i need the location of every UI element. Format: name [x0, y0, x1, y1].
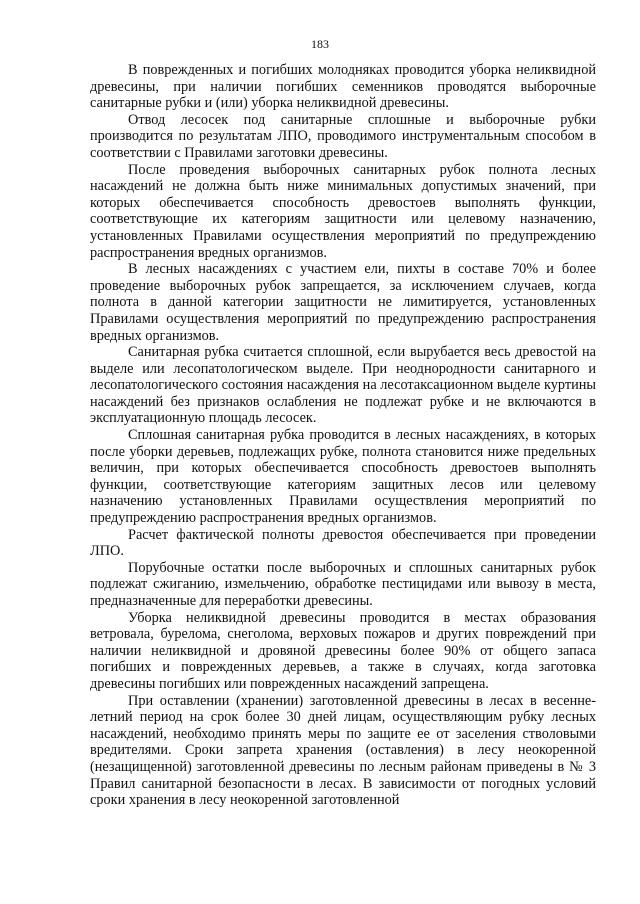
- paragraph: При оставлении (хранении) заготовленной древесины в лесах в весенне-летний период на срок более 30 дней лицам, осуществляющим рубку лесных насаждений, необходимо принять меры по защите ее от заселения стволовыми вредителями. Сроки запрета хранения (оставления) в лесу неокоренной (незащищенной) заготовленной древесины по лесным районам приведены в № 3 Правил санитарной безопасности в лесах. В зависимости от погодных условий сроки хранения в лесу неокоренной заготовленной: [90, 692, 596, 809]
- paragraph: Уборка неликвидной древесины проводится в местах образования ветровала, бурелома, снеголома, верховых пожаров и других повреждений при наличии неликвидной и дровяной древесины более 90% от общего запаса погибших и поврежденных деревьев, а также в случаях, когда заготовка древесины погибших или поврежденных насаждений запрещена.: [90, 609, 596, 692]
- paragraph: В лесных насаждениях с участием ели, пихты в составе 70% и более проведение выборочных рубок запрещается, за исключением случаев, когда полнота в данной категории защитности не лимитируется, установленных Правилами осуществления мероприятий по предупреждению распространения вредных организмов.: [90, 261, 596, 344]
- paragraph: Отвод лесосек под санитарные сплошные и выборочные рубки производится по результатам ЛПО, проводимого инструментальным способом в соответствии с Правилами заготовки древесины.: [90, 111, 596, 161]
- document-body: [90, 62, 596, 809]
- page-number: 183: [311, 37, 329, 51]
- paragraph: После проведения выборочных санитарных рубок полнота лесных насаждений не должна быть ниже минимальных допустимых значений, при которых обеспечивается способность древостоев выполнять функции, соответствующие их категориям защитности или целевому назначению, установленных Правилами осуществления мероприятий по предупреждению распространения вредных организмов.: [90, 161, 596, 261]
- paragraph: Сплошная санитарная рубка проводится в лесных насаждениях, в которых после уборки деревьев, подлежащих рубке, полнота становится ниже предельных величин, при которых обеспечивается способность древостоев выполнять функции, соответствующие категориям защитных лесов или целевому назначению установленных Правилами осуществления мероприятий по предупреждению распространения вредных организмов.: [90, 427, 596, 527]
- paragraph: Санитарная рубка считается сплошной, если вырубается весь древостой на выделе или лесопатологическом выделе. При неоднородности санитарного и лесопатологического состояния насаждения на лесотаксационном выделе куртины насаждений без признаков ослабления не подлежат рубке и не включаются в эксплуатационную площадь лесосек.: [90, 344, 596, 427]
- paragraph: Порубочные остатки после выборочных и сплошных санитарных рубок подлежат сжиганию, измельчению, обработке пестицидами или вывозу в места, предназначенные для переработки древесины.: [90, 559, 596, 609]
- paragraph: Расчет фактической полноты древостоя обеспечивается при проведении ЛПО.: [90, 526, 596, 560]
- paragraph: В поврежденных и погибших молодняках проводится уборка неликвидной древесины, при наличии погибших семенников проводятся выборочные санитарные рубки и (или) уборка неликвидной древесины.: [90, 62, 596, 112]
